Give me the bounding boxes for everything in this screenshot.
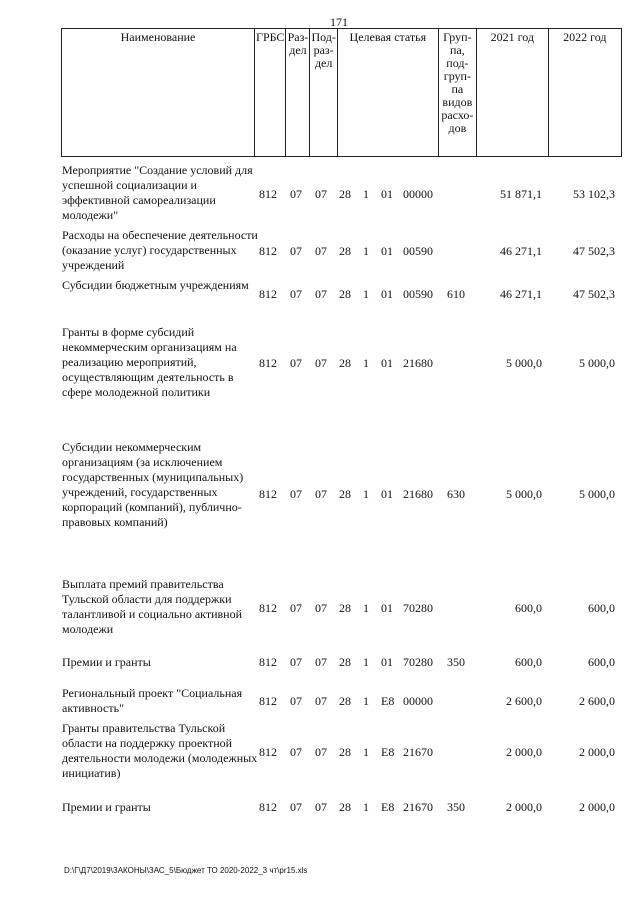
- target-code-4: 21670: [403, 800, 433, 814]
- target-code-1: 28: [339, 800, 351, 814]
- target-code-3: 01: [381, 601, 393, 615]
- grbs-cell: 812: [259, 356, 277, 370]
- amount-2022: 600,0: [588, 601, 615, 615]
- razdel-cell: 07: [290, 287, 302, 301]
- amount-2021: 600,0: [515, 601, 542, 615]
- row-name: Региональный проект "Социальная активность": [62, 686, 243, 715]
- header-target: Целевая статья: [337, 29, 438, 157]
- row-name: Субсидии некоммерческим организациям (за исключением государственных (муниципальных) учреждений, государственных корпораций (компаний), публично-правовых компаний): [62, 440, 244, 529]
- amount-2022: 5 000,0: [579, 487, 615, 501]
- target-code-3: 01: [381, 487, 393, 501]
- target-code-3: 01: [381, 655, 393, 669]
- target-code-1: 28: [339, 187, 351, 201]
- target-code-4: 70280: [403, 655, 433, 669]
- target-code-3: 01: [381, 244, 393, 258]
- amount-2022: 47 502,3: [573, 244, 615, 258]
- target-code-1: 28: [339, 601, 351, 615]
- row-name: Гранты в форме субсидий некоммерческим организациям на реализацию мероприятий, осуществляющим деятельность в сфере молодежной политики: [62, 325, 237, 399]
- header-name: Наименование: [62, 29, 255, 157]
- target-code-2: 1: [363, 244, 369, 258]
- header-2022: 2022 год: [548, 29, 621, 157]
- row-name: Расходы на обеспечение деятельности (оказание услуг) государственных учреждений: [62, 228, 258, 272]
- header-grbs: ГРБС: [255, 29, 286, 157]
- razdel-cell: 07: [290, 694, 302, 708]
- podrazdel-cell: 07: [315, 487, 327, 501]
- row-name: Гранты правительства Тульской области на поддержку проектной деятельности молодежи (молодежных инициатив): [62, 721, 258, 780]
- grbs-cell: 812: [259, 244, 277, 258]
- footer-file-path: D:\Г\Д7\2019\ЗАКОНЫ\ЗАС_5\Бюджет ТО 2020-2022_3 чт\pr15.xls: [64, 866, 308, 875]
- row-name: Премии и гранты: [62, 655, 151, 669]
- row-name: Премии и гранты: [62, 800, 151, 814]
- podrazdel-cell: 07: [315, 244, 327, 258]
- podrazdel-cell: 07: [315, 800, 327, 814]
- target-code-1: 28: [339, 244, 351, 258]
- target-code-2: 1: [363, 187, 369, 201]
- razdel-cell: 07: [290, 244, 302, 258]
- podrazdel-cell: 07: [315, 745, 327, 759]
- header-razdel: Раз-дел: [286, 29, 310, 157]
- table-header: [61, 28, 622, 157]
- razdel-cell: 07: [290, 655, 302, 669]
- podrazdel-cell: 07: [315, 287, 327, 301]
- amount-2022: 53 102,3: [573, 187, 615, 201]
- target-code-1: 28: [339, 655, 351, 669]
- amount-2022: 2 600,0: [579, 694, 615, 708]
- amount-2022: 5 000,0: [579, 356, 615, 370]
- target-code-2: 1: [363, 800, 369, 814]
- amount-2021: 51 871,1: [500, 187, 542, 201]
- amount-2022: 2 000,0: [579, 800, 615, 814]
- podrazdel-cell: 07: [315, 655, 327, 669]
- target-code-4: 00000: [403, 187, 433, 201]
- amount-2022: 2 000,0: [579, 745, 615, 759]
- grbs-cell: 812: [259, 745, 277, 759]
- grbs-cell: 812: [259, 287, 277, 301]
- razdel-cell: 07: [290, 187, 302, 201]
- target-code-3: 01: [381, 356, 393, 370]
- target-code-2: 1: [363, 356, 369, 370]
- expense-type-cell: 610: [447, 287, 465, 301]
- amount-2021: 2 600,0: [506, 694, 542, 708]
- target-code-3: E8: [381, 745, 395, 759]
- amount-2021: 46 271,1: [500, 244, 542, 258]
- amount-2021: 5 000,0: [506, 487, 542, 501]
- expense-type-cell: 630: [447, 487, 465, 501]
- target-code-4: 21680: [403, 356, 433, 370]
- target-code-1: 28: [339, 694, 351, 708]
- grbs-cell: 812: [259, 694, 277, 708]
- expense-type-cell: 350: [447, 800, 465, 814]
- amount-2021: 5 000,0: [506, 356, 542, 370]
- target-code-4: 70280: [403, 601, 433, 615]
- target-code-2: 1: [363, 487, 369, 501]
- row-name: Выплата премий правительства Тульской области для поддержки талантливой и социально активной молодежи: [62, 577, 242, 636]
- header-group: Груп-па, под-груп-па видов расхо-дов: [438, 29, 476, 157]
- target-code-3: E8: [381, 694, 395, 708]
- amount-2022: 600,0: [588, 655, 615, 669]
- grbs-cell: 812: [259, 487, 277, 501]
- target-code-4: 21670: [403, 745, 433, 759]
- target-code-1: 28: [339, 487, 351, 501]
- target-code-3: 01: [381, 287, 393, 301]
- target-code-2: 1: [363, 601, 369, 615]
- amount-2021: 2 000,0: [506, 800, 542, 814]
- target-code-3: E8: [381, 800, 395, 814]
- target-code-3: 01: [381, 187, 393, 201]
- expense-type-cell: 350: [447, 655, 465, 669]
- amount-2021: 600,0: [515, 655, 542, 669]
- amount-2021: 2 000,0: [506, 745, 542, 759]
- row-name: Мероприятие "Создание условий для успешной социализации и эффективной самореализации молодежи": [62, 163, 253, 222]
- target-code-1: 28: [339, 745, 351, 759]
- amount-2021: 46 271,1: [500, 287, 542, 301]
- razdel-cell: 07: [290, 356, 302, 370]
- grbs-cell: 812: [259, 800, 277, 814]
- target-code-4: 21680: [403, 487, 433, 501]
- target-code-1: 28: [339, 356, 351, 370]
- podrazdel-cell: 07: [315, 356, 327, 370]
- razdel-cell: 07: [290, 487, 302, 501]
- target-code-4: 00590: [403, 244, 433, 258]
- grbs-cell: 812: [259, 655, 277, 669]
- grbs-cell: 812: [259, 601, 277, 615]
- target-code-1: 28: [339, 287, 351, 301]
- razdel-cell: 07: [290, 745, 302, 759]
- target-code-2: 1: [363, 287, 369, 301]
- header-2021: 2021 год: [476, 29, 548, 157]
- header-podrazdel: Под-раз-дел: [310, 29, 337, 157]
- target-code-4: 00000: [403, 694, 433, 708]
- target-code-2: 1: [363, 655, 369, 669]
- target-code-2: 1: [363, 745, 369, 759]
- row-name: Субсидии бюджетным учреждениям: [62, 278, 249, 292]
- razdel-cell: 07: [290, 601, 302, 615]
- target-code-2: 1: [363, 694, 369, 708]
- page-number: 171: [330, 15, 348, 29]
- podrazdel-cell: 07: [315, 187, 327, 201]
- podrazdel-cell: 07: [315, 601, 327, 615]
- target-code-4: 00590: [403, 287, 433, 301]
- razdel-cell: 07: [290, 800, 302, 814]
- podrazdel-cell: 07: [315, 694, 327, 708]
- grbs-cell: 812: [259, 187, 277, 201]
- amount-2022: 47 502,3: [573, 287, 615, 301]
